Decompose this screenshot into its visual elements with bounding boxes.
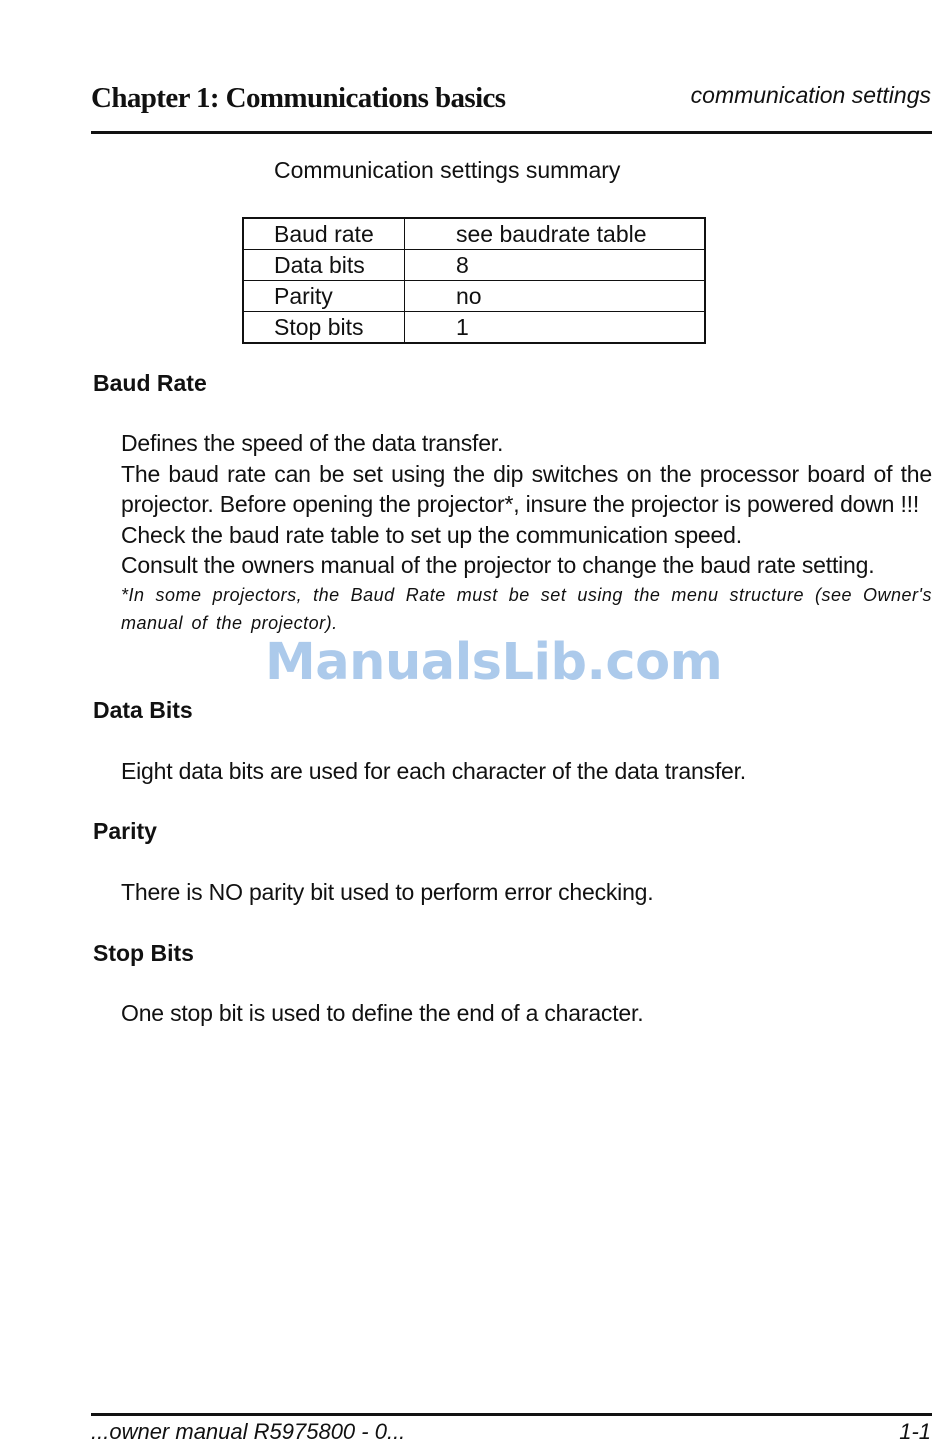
chapter-title: Chapter 1: Communications basics — [91, 82, 506, 114]
parity-body: There is NO parity bit used to perform error checking. — [121, 879, 654, 905]
page-number: 1-1 — [899, 1419, 931, 1444]
table-cell-value: 1 — [405, 312, 706, 344]
table-cell-value: see baudrate table — [405, 218, 706, 250]
baud-rate-heading: Baud Rate — [93, 370, 207, 396]
baud-rate-line: Defines the speed of the data transfer. — [121, 430, 504, 456]
footer-doc-id: ...owner manual R5975800 - 0... — [91, 1419, 406, 1444]
baud-rate-line: The baud rate can be set using the dip switches on the processor board of the projector. Before opening the projector*, insure the projector is powered down !!! — [121, 460, 932, 517]
data-bits-heading: Data Bits — [93, 697, 193, 723]
settings-summary-table — [242, 217, 706, 344]
baud-rate-body — [121, 428, 932, 637]
table-row — [243, 250, 705, 281]
table-row — [243, 312, 705, 344]
data-bits-body: Eight data bits are used for each character of the data transfer. — [121, 758, 746, 784]
footer-divider — [91, 1413, 932, 1416]
baud-rate-line: Check the baud rate table to set up the communication speed. — [121, 521, 742, 548]
stop-bits-body: One stop bit is used to define the end of a character. — [121, 1000, 644, 1026]
baud-rate-footnote: *In some projectors, the Baud Rate must be set using the menu structure (see Owner's manual of the projector). — [121, 584, 932, 633]
table-cell-value: 8 — [405, 250, 706, 281]
parity-heading: Parity — [93, 818, 157, 844]
baud-rate-line: Consult the owners manual of the projector to change the baud rate setting. — [121, 552, 875, 578]
table-cell-key: Baud rate — [243, 218, 405, 250]
table-cell-key: Parity — [243, 281, 405, 312]
summary-caption: Communication settings summary — [274, 157, 621, 183]
table-row — [243, 218, 705, 250]
table-row — [243, 281, 705, 312]
table-cell-value: no — [405, 281, 706, 312]
stop-bits-heading: Stop Bits — [93, 940, 194, 966]
table-cell-key: Data bits — [243, 250, 405, 281]
table-cell-key: Stop bits — [243, 312, 405, 344]
watermark: ManualsLib.com — [265, 633, 723, 692]
header-divider — [91, 131, 932, 134]
section-label: communication settings — [690, 82, 931, 108]
